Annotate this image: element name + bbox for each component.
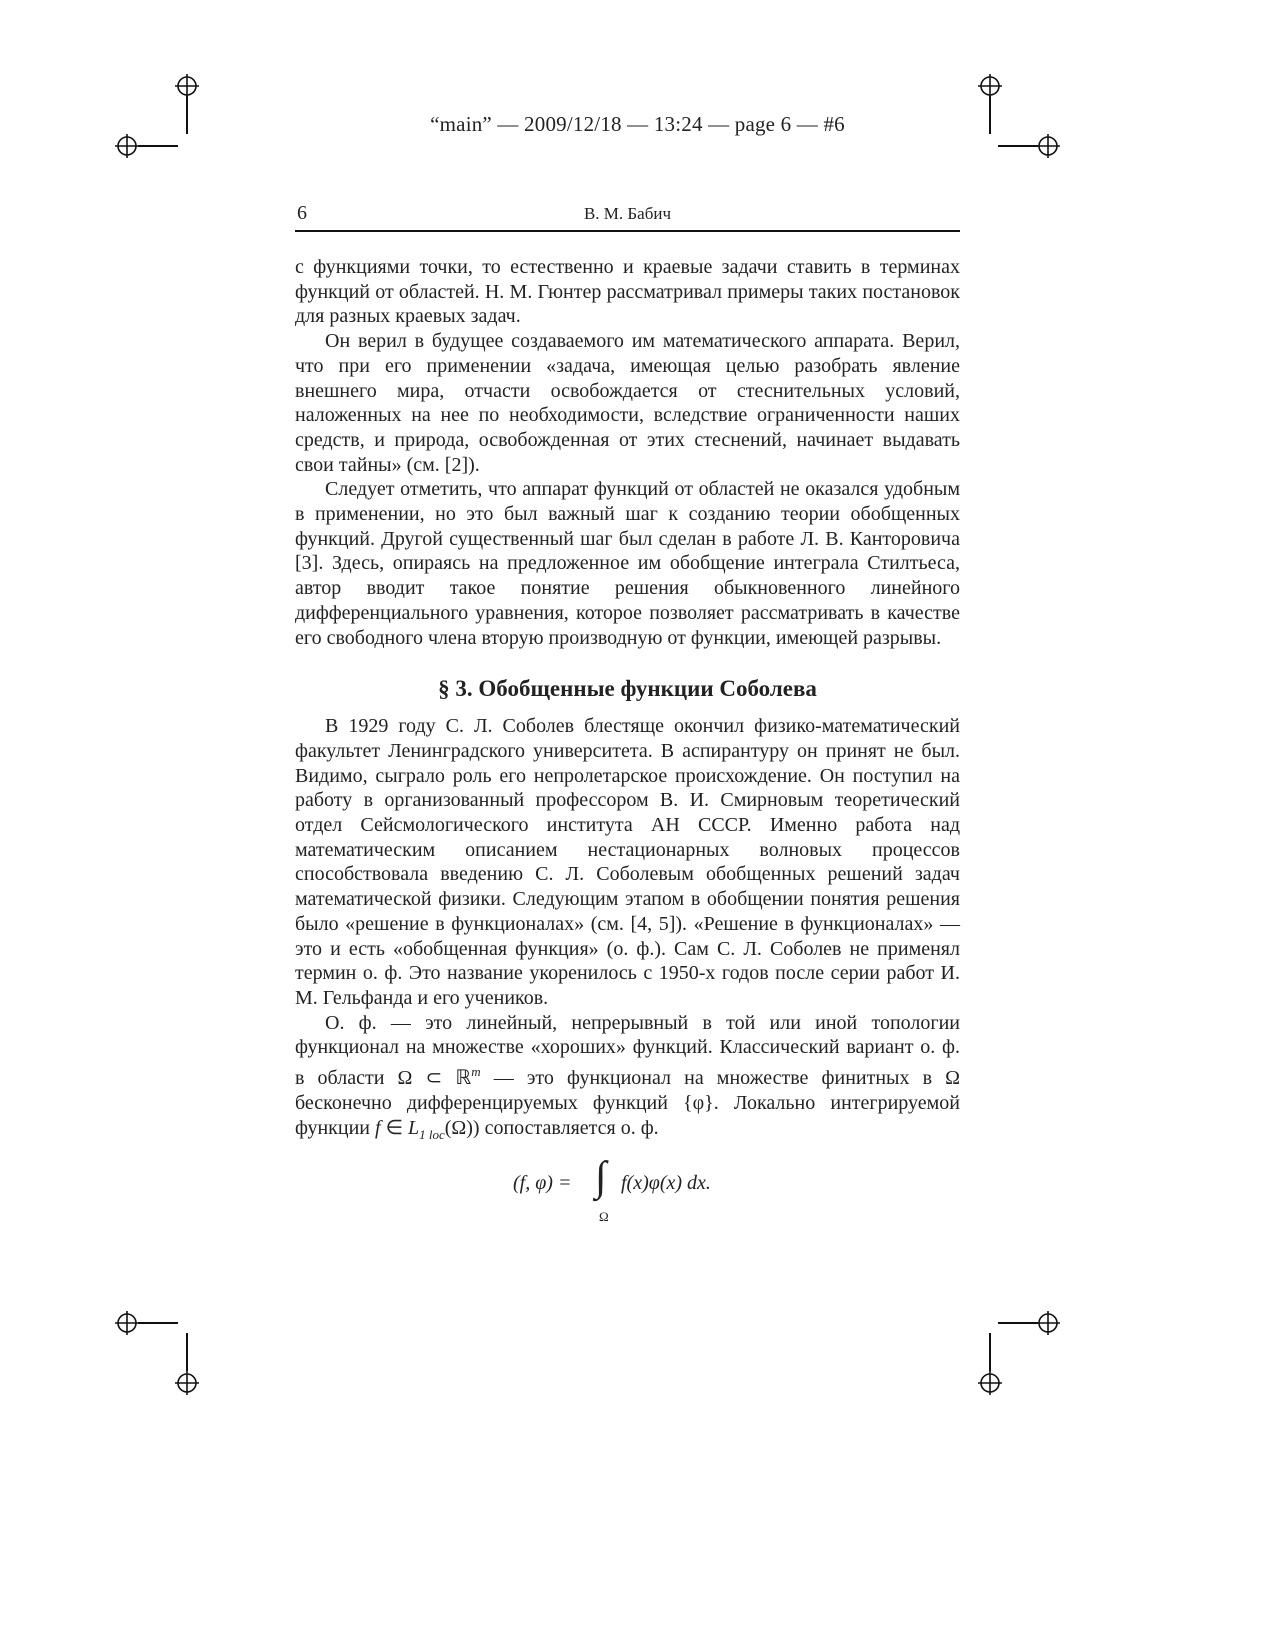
crop-mark-circle-icon	[175, 1371, 199, 1395]
display-formula	[295, 1153, 960, 1233]
crop-line	[138, 1322, 178, 1324]
paragraph: Он верил в будущее создаваемого им математического аппарата. Верил, что при его применении «задача, имеющая целью разобрать явление внешнего мира, отчасти освобождается от стеснительных условий, наложенных на нее по необходимости, вследствие ограниченности наших средств, и природа, освобожденная от этих стеснений, начинает выдавать свои тайны» (см. [2]).	[295, 330, 960, 476]
integral-domain: Ω	[599, 1209, 609, 1225]
math-symbol: L	[407, 1116, 420, 1139]
section-heading: § 3. Обобщенные функции Соболева	[438, 676, 817, 702]
running-author: В. М. Бабич	[583, 204, 672, 223]
crop-mark-circle-icon	[115, 1311, 139, 1335]
crop-line	[998, 1322, 1038, 1324]
paragraph: В 1929 году С. Л. Соболев блестяще окончил физико-математический факультет Ленинградского университета. В аспирантуру он принят не был. Видимо, сыграло роль его непролетарское происхождение. Он поступил на работу в организованный профессором В. И. Смирновым теоретический отдел Сейсмологического института АН СССР. Именно работа над математическим описанием нестационарных волновых процессов способствовала введению С. Л. Соболевым обобщенных решений задач математической физики. Следующим этапом в обобщении понятия решения было «решение в функционалах» (см. [4, 5]). «Решение в функционалах» — это и есть «обобщенная функция» (о. ф.). Сам С. Л. Соболев не применял термин о. ф. Это название укоренилось с 1950-х годов после серии работ И. М. Гельфанда и его учеников.	[295, 715, 960, 1009]
text-run: ∈	[380, 1116, 408, 1139]
crop-line	[186, 1333, 188, 1371]
crop-mark-circle-icon	[978, 1371, 1002, 1395]
paragraph: с функциями точки, то естественно и краевые задачи ставить в терминах функций от областей. Н. М. Гюнтер рассматривал примеры таких постановок для разных краевых задач.	[295, 256, 960, 328]
text-body	[295, 255, 960, 1233]
paragraph	[295, 1011, 960, 1148]
running-head	[295, 202, 960, 232]
superscript: m	[471, 1064, 481, 1080]
crop-line	[138, 145, 178, 147]
print-stamp: “main” — 2009/12/18 — 13:24 — page 6 — #6	[430, 112, 845, 136]
crop-mark-circle-icon	[115, 134, 139, 158]
text-run: О. ф. — это линейный, непрерывный в той или иной топологии функционал на множестве «хороших» функций. Классический вариант о. ф. в области Ω ⊂ ℝ	[295, 1011, 960, 1090]
text-run: — это функционал на множестве финитных в Ω бесконечно дифференцируемых функций {φ}. Локально интегрируемой функции	[295, 1067, 960, 1139]
page-number: 6	[297, 202, 307, 224]
text-run: (Ω)) сопоставляется о. ф.	[444, 1116, 659, 1139]
formula-lhs: (f, φ) =	[513, 1172, 572, 1195]
paragraph: Следует отметить, что аппарат функций от областей не оказался удобным в применении, но это был важный шаг к созданию теории обобщенных функций. Другой существенный шаг был сделан в работе Л. В. Канторовича [3]. Здесь, опираясь на предложенное им обобщение интеграла Стилтьеса, автор вводит такое понятие решения обыкновенного линейного дифференциального уравнения, которое позволяет рассматривать в качестве его свободного члена вторую производную от функции, имеющей разрывы.	[295, 478, 960, 649]
crop-mark-circle-icon	[175, 74, 199, 98]
crop-mark-circle-icon	[1036, 134, 1060, 158]
crop-mark-circle-icon	[978, 74, 1002, 98]
formula-rhs: f(x)φ(x) dx.	[621, 1172, 711, 1195]
crop-mark-circle-icon	[1036, 1311, 1060, 1335]
math-symbol: f	[375, 1116, 381, 1139]
crop-line	[989, 1333, 991, 1371]
crop-line	[998, 145, 1038, 147]
subscript: 1 loc	[419, 1126, 445, 1142]
integral-sign: ∫	[595, 1154, 607, 1201]
